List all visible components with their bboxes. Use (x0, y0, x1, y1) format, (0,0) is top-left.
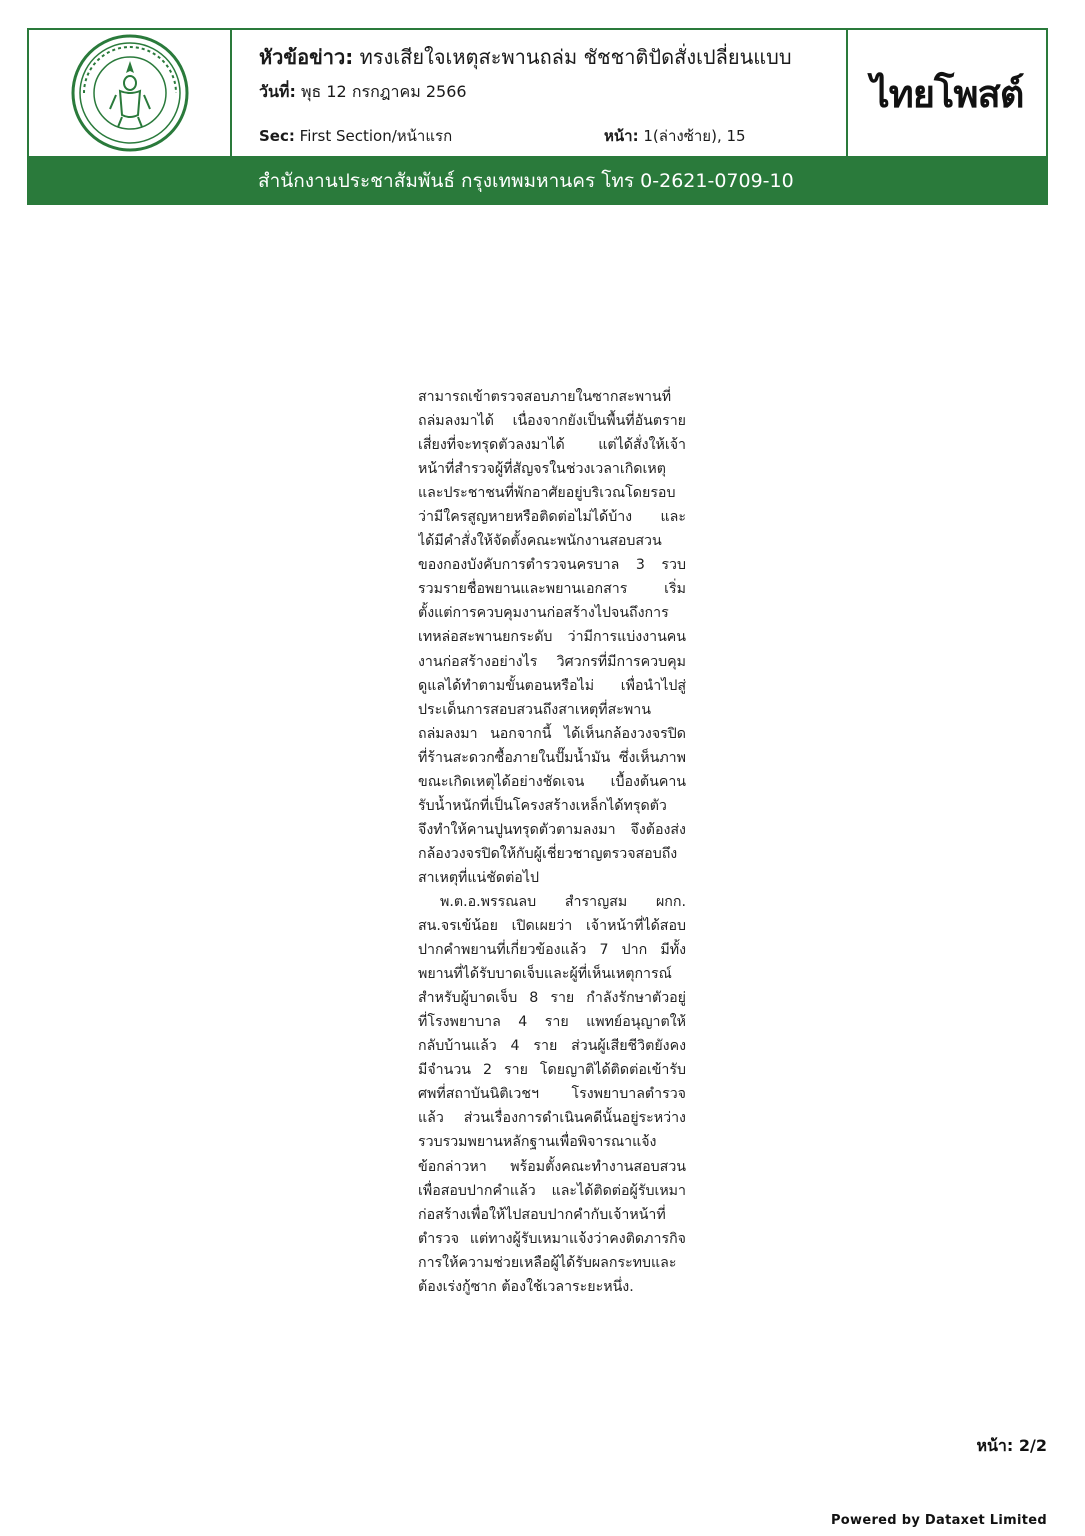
article-line: สน.จรเข้น้อย เปิดเผยว่า เจ้าหน้าที่ได้สอบ (418, 918, 686, 935)
article-body (418, 385, 686, 1299)
article-line: รวมรายชื่อพยานและพยานเอกสาร เริ่ม (418, 581, 686, 598)
headline-row (259, 42, 846, 72)
article-line: รวบรวมพยานหลักฐานเพื่อพิจารณาแจ้ง (418, 1134, 657, 1151)
article-line: ได้มีคำสั่งให้จัดตั้งคณะพนักงานสอบสวน (418, 533, 662, 550)
article-line: สำหรับผู้บาดเจ็บ 8 ราย กำลังรักษาตัวอยู่ (418, 990, 686, 1007)
article-line: ต้องเร่งกู้ซาก ต้องใช้เวลาระยะหนึ่ง. (418, 1278, 634, 1295)
date-label: วันที่: (259, 82, 296, 101)
date-row (259, 80, 846, 105)
article-line: งานก่อสร้างอย่างไร วิศวกรที่มีการควบคุม (418, 653, 686, 670)
page-number (976, 1434, 1047, 1459)
article-line: การให้ความช่วยเหลือผู้ได้รับผลกระทบและ (418, 1254, 677, 1271)
article-line: สามารถเข้าตรวจสอบภายในซากสะพานที่ (418, 389, 672, 405)
headline-text: ทรงเสียใจเหตุสะพานถล่ม ชัชชาติปัดสั่งเปลี่ยนแบบ (359, 45, 792, 69)
page-ref-label: หน้า: (604, 127, 639, 145)
article-line: หน้าที่สำรวจผู้ที่สัญจรในช่วงเวลาเกิดเหตุ (418, 461, 666, 478)
bangkok-seal-logo (70, 33, 190, 153)
article-line: แล้ว ส่วนเรื่องการดำเนินคดีนั้นอยู่ระหว่าง (418, 1110, 686, 1127)
article-line: พ.ต.อ.พรรณลบ สำราญสม ผกก. (440, 893, 686, 910)
headline-label: หัวข้อข่าว: (259, 45, 354, 69)
article-line: ศพที่สถาบันนิติเวชฯ โรงพยาบาลตำรวจ (418, 1086, 686, 1103)
section-row (259, 124, 452, 148)
page-ref-row (604, 124, 746, 148)
publication-cell (848, 30, 1046, 156)
contact-banner: สำนักงานประชาสัมพันธ์ กรุงเทพมหานคร โทร 0-2621-0709-10 (27, 158, 1048, 205)
article-line: ดูแลได้ทำตามขั้นตอนหรือไม่ เพื่อนำไปสู่ (418, 677, 686, 694)
section-value: First Section/หน้าแรก (299, 127, 453, 145)
article-line: ถล่มลงมาได้ เนื่องจากยังเป็นพื้นที่อันตราย (418, 413, 686, 430)
article-line: สาเหตุที่แน่ชัดต่อไป (418, 869, 539, 886)
publication-name: ไทยโพสต์ (870, 71, 1024, 116)
article-line: ตำรวจ แต่ทางผู้รับเหมาแจ้งว่าคงติดภารกิจ (418, 1230, 686, 1247)
article-line: ขณะเกิดเหตุได้อย่างชัดเจน เบื้องต้นคาน (418, 773, 686, 790)
article-line: เทหล่อสะพานยกระดับ ว่ามีการแบ่งงานคน (418, 629, 686, 646)
article-line: รับน้ำหนักที่เป็นโครงสร้างเหล็กได้ทรุดตัว (418, 797, 667, 814)
article-line: จึงทำให้คานปูนทรุดตัวตามลงมา จึงต้องส่ง (418, 821, 686, 838)
article-line: ตั้งแต่การควบคุมงานก่อสร้างไปจนถึงการ (418, 605, 669, 622)
article-line: กล้องวงจรปิดให้กับผู้เชี่ยวชาญตรวจสอบถึง (418, 845, 678, 862)
article-line: เสี่ยงที่จะทรุดตัวลงมาได้ แต่ได้สั่งให้เจ้า (418, 437, 686, 454)
article-line: ประเด็นการสอบสวนถึงสาเหตุที่สะพาน (418, 701, 651, 718)
article-line: ถล่มลงมา นอกจากนี้ ได้เห็นกล้องวงจรปิด (418, 725, 686, 742)
article-line: ของกองบังคับการตำรวจนครบาล 3 รวบ (418, 557, 686, 574)
clipping-header (27, 28, 1048, 158)
article-line: ที่โรงพยาบาล 4 ราย แพทย์อนุญาตให้ (418, 1014, 686, 1031)
page-number-label: หน้า: (976, 1436, 1014, 1455)
article-line: กลับบ้านแล้ว 4 ราย ส่วนผู้เสียชีวิตยังคง (418, 1038, 686, 1055)
article-line: ที่ร้านสะดวกซื้อภายในปั๊มน้ำมัน ซึ่งเห็นภาพ (418, 749, 686, 766)
article-line: ข้อกล่าวหา พร้อมตั้งคณะทำงานสอบสวน (418, 1158, 686, 1175)
date-value: พุธ 12 กรกฎาคม 2566 (300, 82, 467, 101)
article-line: พยานที่ได้รับบาดเจ็บและผู้ที่เห็นเหตุการณ์ (418, 966, 672, 983)
clipping-info (232, 30, 848, 156)
article-line: ก่อสร้างเพื่อให้ไปสอบปากคำกับเจ้าหน้าที่ (418, 1206, 666, 1223)
article-line: ปากคำพยานที่เกี่ยวข้องแล้ว 7 ปาก มีทั้ง (418, 942, 686, 959)
article-line: และประชาชนที่พักอาศัยอยู่บริเวณโดยรอบ (418, 485, 676, 502)
article-line: เพื่อสอบปากคำแล้ว และได้ติดต่อผู้รับเหมา (418, 1182, 686, 1199)
page-ref-value: 1(ล่างซ้าย), 15 (643, 127, 746, 145)
page-number-value: 2/2 (1018, 1436, 1047, 1455)
powered-by: Powered by Dataxet Limited (830, 1513, 1047, 1528)
article-line: ว่ามีใครสูญหายหรือติดต่อไม่ได้บ้าง และ (418, 509, 686, 526)
article-line: มีจำนวน 2 ราย โดยญาติได้ติดต่อเข้ารับ (418, 1062, 686, 1079)
section-label: Sec: (259, 127, 295, 145)
logo-cell (29, 30, 232, 156)
